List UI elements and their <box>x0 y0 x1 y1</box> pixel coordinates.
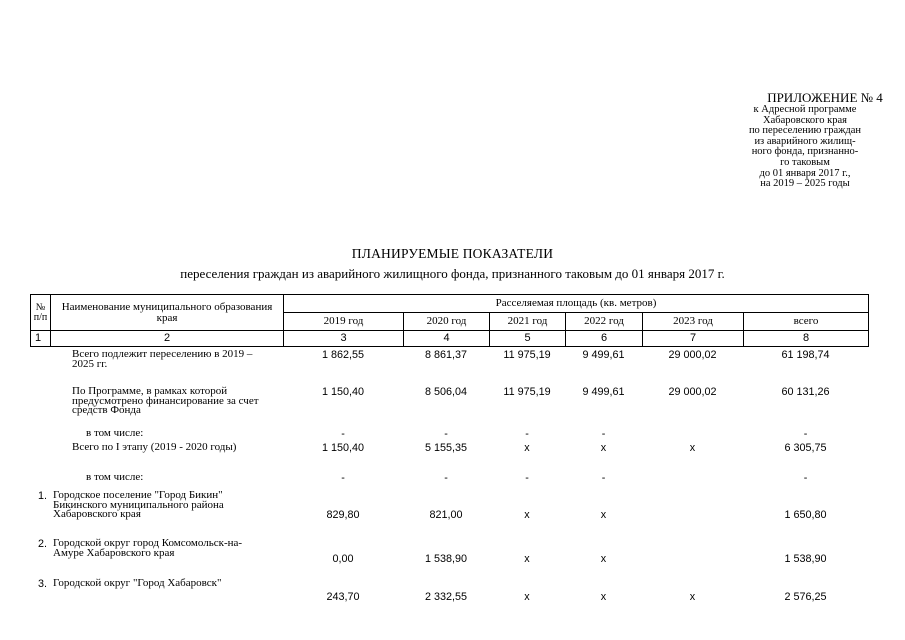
cell-value: x <box>600 552 607 565</box>
cell-value: 11 975,19 <box>503 386 551 398</box>
row-number <box>30 387 50 429</box>
appendix-line: к Адресной программе <box>753 104 857 115</box>
cell-value: - <box>341 428 345 440</box>
row-name: Городское поселение "Город Бикин" Бикинского муниципального района Хабаровского края <box>53 489 224 521</box>
column-number: 1 <box>31 331 51 347</box>
table-row <box>30 579 868 603</box>
row-number: 1. <box>37 490 47 502</box>
cell-value: - <box>601 428 606 440</box>
column-number: 5 <box>490 331 566 347</box>
cell-value: 61 198,74 <box>781 349 830 361</box>
row-name: Всего по I этапу (2019 - 2020 годы) <box>72 441 237 453</box>
column-number: 4 <box>404 331 490 347</box>
column-number: 6 <box>566 331 643 347</box>
cell-value: 9 499,61 <box>582 349 625 361</box>
appendix-title: ПРИЛОЖЕНИЕ № 4 <box>767 90 883 105</box>
table-row <box>30 443 868 473</box>
column-header-total: всего <box>744 313 869 331</box>
column-header-year: 2022 год <box>566 313 643 331</box>
cell-value: 1 862,55 <box>321 349 365 361</box>
cell-value: x <box>524 591 530 603</box>
cell-value: 1 538,90 <box>784 552 827 565</box>
row-number: 3. <box>37 578 47 590</box>
cell-value: - <box>341 472 345 484</box>
cell-value: 6 305,75 <box>784 442 827 454</box>
cell-value: x <box>524 442 530 454</box>
appendix-line: Хабаровского края <box>763 114 847 126</box>
row-name: в том числе: <box>86 427 144 439</box>
document-subtitle: переселения граждан из аварийного жилищного фонда, признанного таковым до 01 января 2017 г. <box>180 266 725 281</box>
cell-value: 2 576,25 <box>784 591 827 603</box>
cell-value: x <box>689 591 696 603</box>
cell-value: - <box>803 472 808 484</box>
cell-value: - <box>444 472 448 484</box>
cell-value: 821,00 <box>429 508 463 521</box>
cell-value: 1 150,40 <box>321 386 365 398</box>
cell-value <box>642 429 743 443</box>
appendix-line: на 2019 – 2025 годы <box>760 178 850 190</box>
appendix-block <box>700 90 905 190</box>
row-name: По Программе, в рамках которой предусмотрено финансирование за счет средств Фонда <box>72 385 259 417</box>
row-name: в том числе: <box>86 471 144 483</box>
cell-value <box>642 473 743 491</box>
document-title: ПЛАНИРУЕМЫЕ ПОКАЗАТЕЛИ <box>351 246 554 261</box>
cell-value: 829,80 <box>326 508 360 521</box>
column-header-name: Наименование муниципального образования края <box>51 295 284 331</box>
cell-value: - <box>444 428 448 440</box>
appendix-line: ного фонда, признанно- <box>751 146 859 158</box>
cell-value: - <box>525 472 529 484</box>
cell-value: 8 861,37 <box>424 349 468 361</box>
table-row <box>30 387 868 429</box>
cell-value: 9 499,61 <box>582 386 625 398</box>
row-number <box>30 350 50 387</box>
column-header-year: 2019 год <box>284 313 404 331</box>
cell-value: - <box>525 428 529 440</box>
cell-value: x <box>600 442 607 454</box>
data-table <box>30 350 868 603</box>
appendix-line: до 01 января 2017 г., <box>759 167 851 179</box>
cell-value: x <box>689 442 696 454</box>
cell-value: x <box>600 591 607 603</box>
table-row <box>30 539 868 579</box>
column-number: 7 <box>643 331 744 347</box>
cell-value <box>642 491 743 539</box>
appendix-line: по переселению граждан <box>748 125 862 137</box>
table-row <box>30 350 868 387</box>
cell-value: 8 506,04 <box>424 386 468 398</box>
table-row <box>30 491 868 539</box>
cell-value: x <box>524 508 530 521</box>
header-table <box>30 294 869 347</box>
cell-value: 29 000,02 <box>668 386 717 398</box>
row-number <box>30 473 50 491</box>
cell-value: 2 332,55 <box>424 591 468 603</box>
column-number: 2 <box>51 331 284 347</box>
row-number <box>30 429 50 443</box>
column-header-area: Расселяемая площадь (кв. метров) <box>284 295 869 313</box>
row-number <box>30 443 50 473</box>
column-header-year: 2021 год <box>490 313 566 331</box>
cell-value: 60 131,26 <box>781 386 830 398</box>
cell-value: 1 538,90 <box>424 552 468 565</box>
appendix-line: из аварийного жилищ- <box>754 135 856 147</box>
row-name: Городской округ "Город Хабаровск" <box>53 577 222 589</box>
cell-value: 243,70 <box>326 591 360 603</box>
row-name: Городской округ город Комсомольск-на-Амуре Хабаровского края <box>53 537 243 559</box>
column-number: 8 <box>744 331 869 347</box>
appendix-line: го таковым <box>780 156 830 168</box>
column-header-year: 2023 год <box>643 313 744 331</box>
cell-value: 1 150,40 <box>321 442 365 454</box>
cell-value: - <box>601 472 606 484</box>
cell-value <box>642 539 743 579</box>
cell-value: 29 000,02 <box>668 349 717 361</box>
column-header-number: № п/п <box>31 295 51 331</box>
cell-value: 5 155,35 <box>424 442 468 454</box>
row-number: 2. <box>37 538 47 550</box>
row-name: Всего подлежит переселению в 2019 – 2025 гг. <box>72 348 253 370</box>
cell-value: 0,00 <box>332 552 354 565</box>
cell-value: 11 975,19 <box>503 349 551 361</box>
column-number: 3 <box>284 331 404 347</box>
cell-value: - <box>803 428 808 440</box>
cell-value: x <box>600 508 607 521</box>
column-header-year: 2020 год <box>404 313 490 331</box>
cell-value: 1 650,80 <box>784 508 827 521</box>
cell-value: x <box>524 552 530 565</box>
